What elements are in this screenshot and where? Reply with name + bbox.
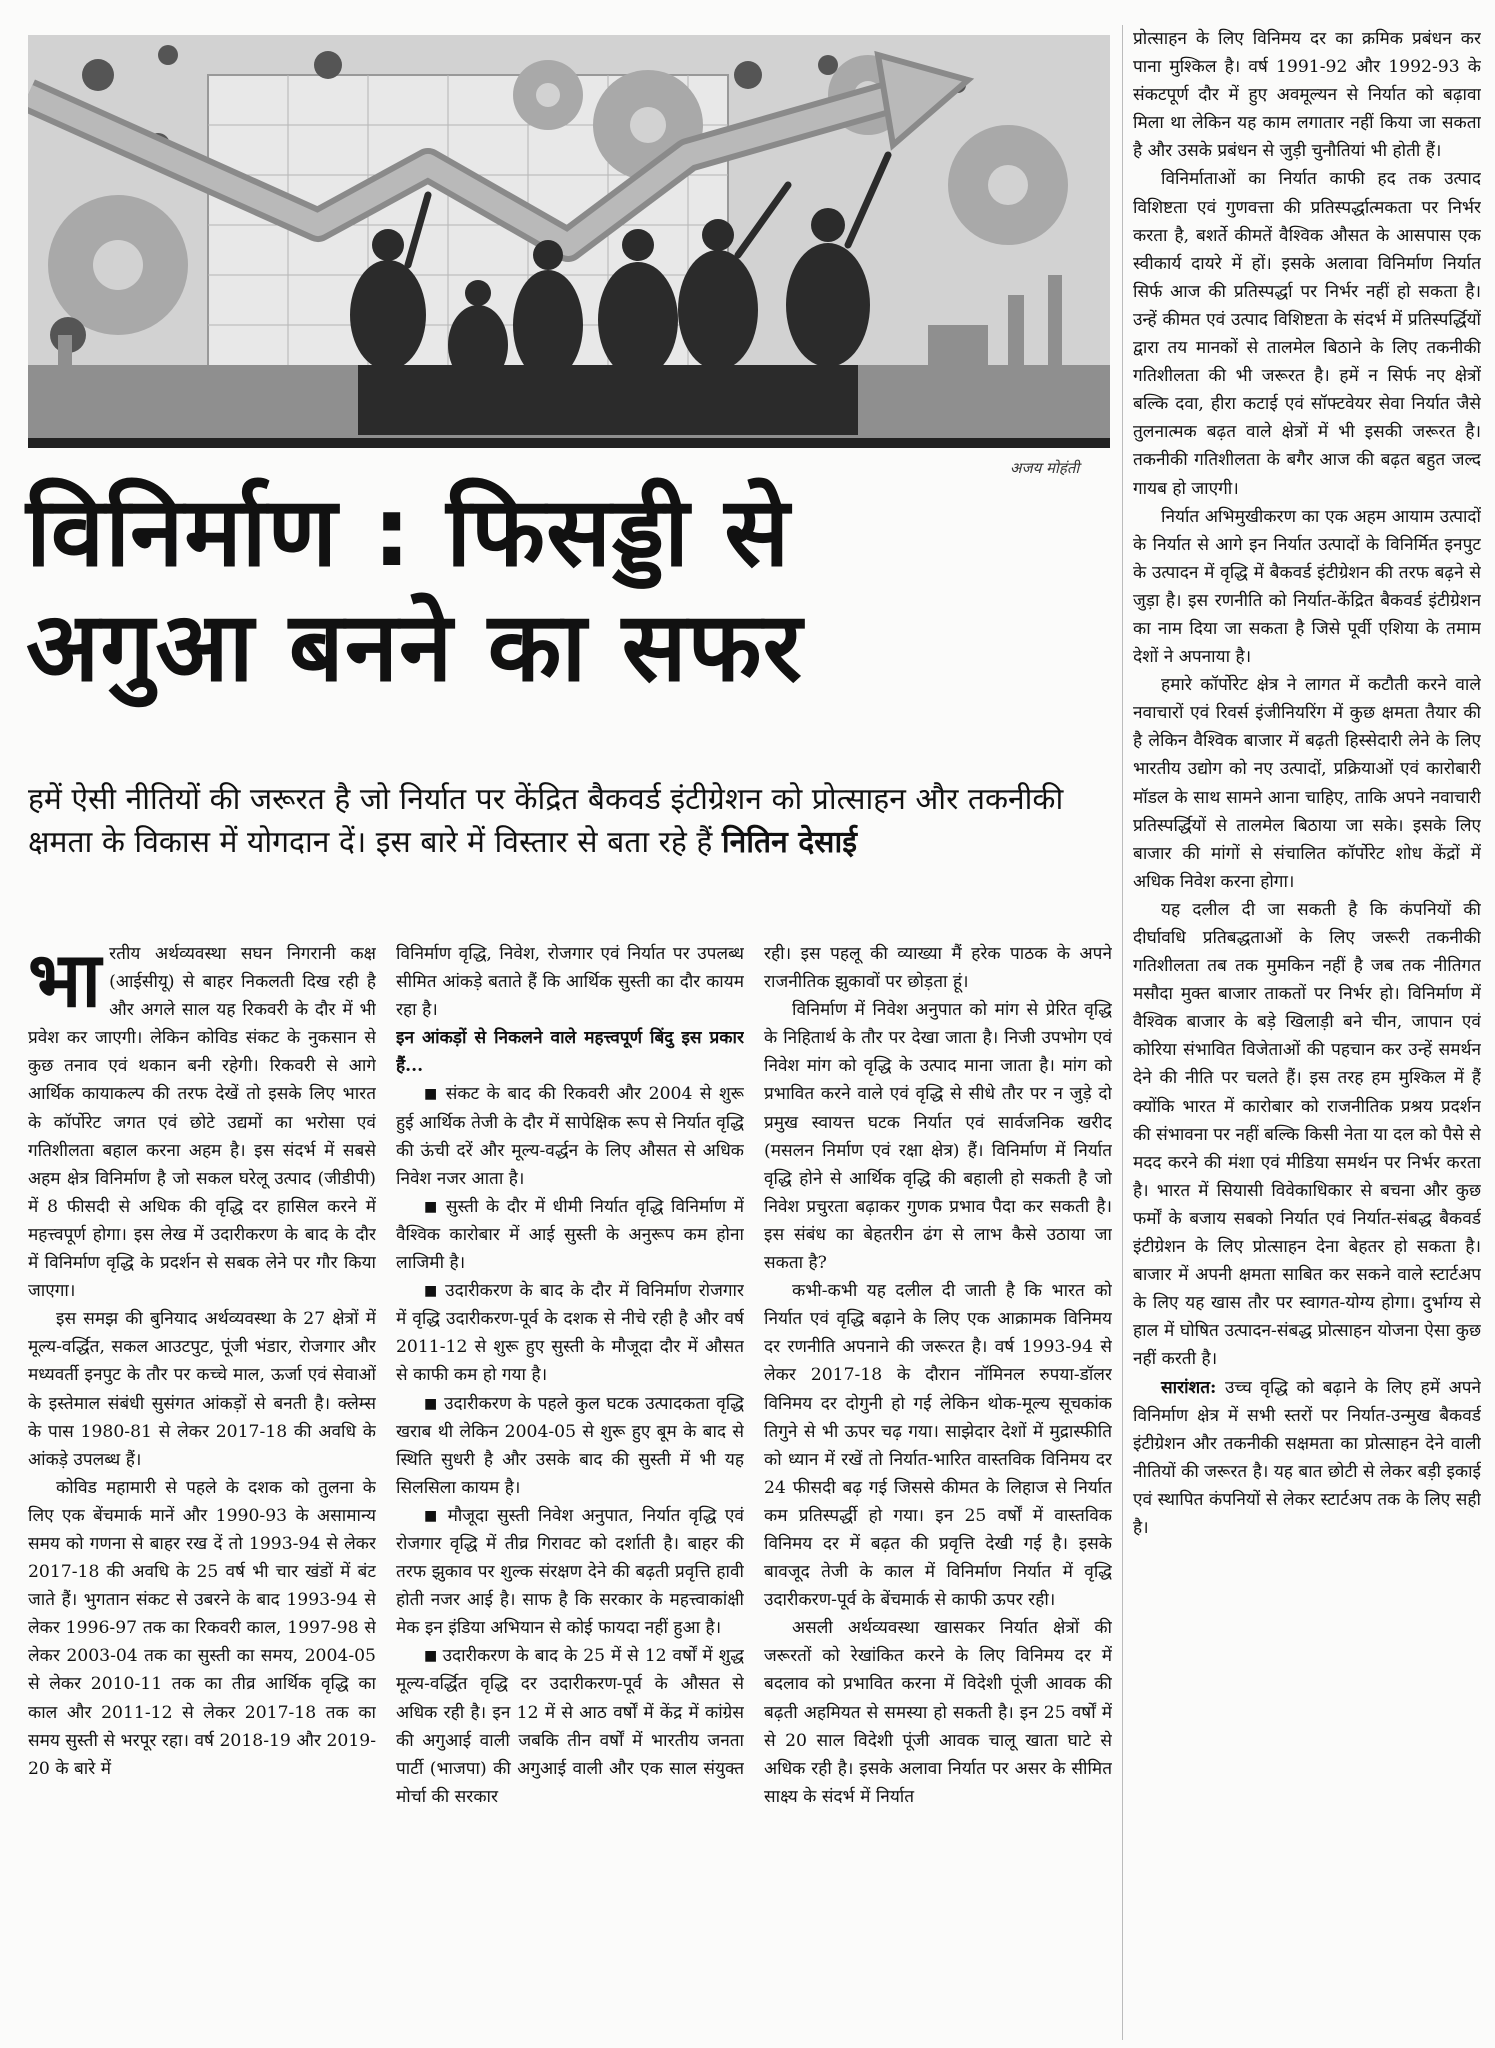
bullet-icon: ■ [424, 1086, 446, 1103]
article-paragraph: कभी-कभी यह दलील दी जाती है कि भारत को निर्यात एवं वृद्धि बढ़ाने के लिए एक आक्रामक विनिमय दर रणनीति अपनाने की जरूरत है। वर्ष 1993-94 से लेकर 2017-18 के दौरान नॉमिनल रुपया-डॉलर विनिमय दर दोगुनी हो गई लेकिन थोक-मूल्य सूचकांक तिगुने से भी ऊपर चढ़ गया। साझेदार देशों में मुद्रास्फीति को ध्यान में रखें तो निर्यात-भारित वास्तविक विनिमय दर 24 फीसदी बढ़ गई जिससे कीमत के लिहाज से निर्यात कम प्रतिस्पर्द्धी हो गया। इन 25 वर्षों में वास्तविक विनिमय दर में बढ़त की प्रवृत्ति देखी गई है। इसके बावजूद तेजी के काल में विनिर्माण निर्यात में वृद्धि उदारीकरण-पूर्व के बेंचमार्क से काफी ऊपर रही। [764, 1281, 1112, 1611]
bullet-point: ■ उदारीकरण के बाद के 25 में से 12 वर्षों में शुद्ध मूल्य-वर्द्धित वृद्धि दर उदारीकरण-पूर्व के औसत से अधिक रही है। इन 12 में से आठ वर्षों में केंद्र में कांग्रेस की अगुआई वाली जबकि तीन वर्षों में भारतीय जनता पार्टी (भाजपा) की अगुआई वाली और एक साल संयुक्त मोर्चा की सरकार [396, 1646, 744, 1807]
bullet-point: ■ संकट के बाद की रिकवरी और 2004 से शुरू हुई आर्थिक तेजी के दौर में सापेक्षिक रूप से निर्यात वृद्धि की ऊंची दरें और मूल्य-वर्द्धन के लिए औसत से अधिक निवेश नजर आता है। [396, 1084, 744, 1189]
bullet-icon: ■ [424, 1648, 443, 1665]
section-subhead: इन आंकड़ों से निकलने वाले महत्त्वपूर्ण बिंदु इस प्रकार हैं... [396, 1028, 744, 1077]
article-paragraph: प्रोत्साहन के लिए विनिमय दर का क्रमिक प्रबंधन कर पाना मुश्किल है। वर्ष 1991-92 और 1992-93 के संकटपूर्ण दौर में हुए अवमूल्यन से निर्यात को बढ़ावा मिला था लेकिन यह काम लगातार नहीं किया जा सकता है और उसके प्रबंधन से जुड़ी चुनौतियां भी होती हैं। [1133, 29, 1481, 162]
bullet-icon: ■ [424, 1395, 445, 1412]
article-column-2 [396, 940, 744, 2040]
headline-line-2: अगुआ बनने का सफर [26, 591, 803, 703]
article-paragraph: निर्यात अभिमुखीकरण का एक अहम आयाम उत्पादों के निर्यात से आगे इन निर्यात उत्पादों के विनिर्मित इनपुट के उत्पादन में वृद्धि में बैकवर्ड इंटीग्रेशन की तरफ बढ़ने से जुड़ा है। इस रणनीति को निर्यात-केंद्रित बैकवर्ड इंटीग्रेशन का नाम दिया जा सकता है जिसे पूर्वी एशिया के तमाम देशों ने अपनाया है। [1133, 506, 1481, 668]
article-column-4 [1133, 25, 1481, 2045]
article-paragraph: यह दलील दी जा सकती है कि कंपनियों की दीर्घावधि प्रतिबद्धताओं के लिए जरूरी तकनीकी गतिशीलता तब तक मुमकिन नहीं है जब तक नीतिगत मसौदा मुक्त बाजार ताकतों पर निर्भर हो। विनिर्माण में वैश्विक बाजार के बड़े खिलाड़ी बने चीन, जापान एवं कोरिया संभावित विजेताओं की पहचान कर उन्हें समर्थन देने की नीति पर चलते हैं। इस तरह हम मुश्किल में हैं क्योंकि भारत में कारोबार को राजनीतिक प्रश्रय प्रदर्शन की संभावना पर नहीं बल्कि किसी नेता या दल को पैसे से मदद करने की मंशा एवं मीडिया समर्थन पर निर्भर करता है। भारत में सियासी विवेकाधिकार से बचना और कुछ फर्मों के बजाय सबको निर्यात एवं निर्यात-संबद्ध बैकवर्ड इंटीग्रेशन के लिए प्रोत्साहन देना बेहतर हो सकता है। बाजार में अपनी क्षमता साबित कर सकने वाले स्टार्टअप के लिए यह खास तौर पर स्वागत-योग्य होगा। दुर्भाग्य से हाल में घोषित उत्पादन-संबद्ध प्रोत्साहन योजना ऐसा कुछ नहीं करती है। [1133, 899, 1481, 1370]
bullet-icon: ■ [424, 1283, 446, 1300]
article-paragraph: विनिर्माण वृद्धि, निवेश, रोजगार एवं निर्यात पर उपलब्ध सीमित आंकड़े बताते हैं कि आर्थिक सुस्ती का दौर कायम रहा है। [396, 944, 744, 1021]
bullet-point: ■ मौजूदा सुस्ती निवेश अनुपात, निर्यात वृद्धि एवं रोजगार वृद्धि में तीव्र गिरावट को दर्शाती है। बाहर की तरफ झुकाव पर शुल्क संरक्षण देने की बढ़ती प्रवृत्ति हावी होती नजर आई है। साफ है कि सरकार के महत्त्वाकांक्षी मेक इन इंडिया अभियान से कोई फायदा नहीं हुआ है। [396, 1505, 744, 1639]
article-illustration [28, 35, 1110, 448]
article-column-3 [764, 940, 1112, 2040]
article-paragraph: हमारे कॉर्पोरेट क्षेत्र ने लागत में कटौती करने वाले नवाचारों एवं रिवर्स इंजीनियरिंग में कुछ क्षमता तैयार की है लेकिन वैश्विक बाजार में बढ़ती हिस्सेदारी लेने के लिए भारतीय उद्योग को नए उत्पादों, प्रक्रियाओं एवं कारोबारी मॉडल के साथ सामने आना चाहिए, ताकि अपने नवाचारी प्रतिस्पर्द्धियों से तालमेल बिठाया जा सके। इसके लिए बाजार की मांगों से संचालित कॉर्पोरेट शोध केंद्रों में अधिक निवेश करना होगा। [1133, 675, 1481, 892]
article-paragraph: विनिर्माताओं का निर्यात काफी हद तक उत्पाद विशिष्टता एवं गुणवत्ता की प्रतिस्पर्द्धात्मकता पर निर्भर करता है, बशर्ते कीमतें वैश्विक औसत के आसपास एक स्वीकार्य दायरे में हों। इसके अलावा विनिर्माण निर्यात सिर्फ आज की प्रतिस्पर्द्धा पर निर्भर नहीं हो सकता है। उन्हें कीमत एवं उत्पाद विशिष्टता के संदर्भ में प्रतिस्पर्द्धियों द्वारा तय मानकों से तालमेल बिठाने के लिए तकनीकी गतिशीलता की भी जरूरत है। हमें न सिर्फ नए क्षेत्रों बल्कि दवा, हीरा कटाई एवं सॉफ्टवेयर सेवा निर्यात जैसे तुलनात्मक बढ़त वाले क्षेत्रों में भी इसकी जरूरत है। तकनीकी गतिशीलता के बगैर आज की बढ़त बहुत जल्द गायब हो जाएगी। [1133, 169, 1481, 499]
article-paragraph: कोविड महामारी से पहले के दशक को तुलना के लिए एक बेंचमार्क मानें और 1990-93 के असामान्य समय को गणना से बाहर रख दें तो 1993-94 से लेकर 2017-18 की अवधि के 25 वर्ष भी चार खंडों में बंट जाते हैं। भुगतान संकट से उबरने के बाद 1993-94 से लेकर 1996-97 तक का रिकवरी काल, 1997-98 से लेकर 2003-04 तक का सुस्ती का समय, 2004-05 से लेकर 2010-11 तक का तीव्र आर्थिक वृद्धि का काल और 2011-12 से लेकर 2017-18 तक का समय सुस्ती से भरपूर रहा। वर्ष 2018-19 और 2019-20 के बारे में [28, 1477, 376, 1779]
article-dek [28, 778, 1118, 864]
summary-label: सारांशत: [1161, 1377, 1217, 1398]
dek-text: हमें ऐसी नीतियों की जरूरत है जो निर्यात पर केंद्रित बैकवर्ड इंटीग्रेशन को प्रोत्साहन और तकनीकी क्षमता के विकास में योगदान दें। इस बारे में विस्तार से बता रहे हैं [28, 782, 1064, 860]
business-growth-illustration [28, 35, 1110, 448]
bullet-icon: ■ [424, 1507, 448, 1524]
bullet-point: ■ उदारीकरण के बाद के दौर में विनिर्माण रोजगार में वृद्धि उदारीकरण-पूर्व के दशक से नीचे रही है और वर्ष 2011-12 से शुरू हुए सुस्ती के मौजूदा दौर में औसत से काफी कम हो गया है। [396, 1281, 744, 1386]
illustration-credit: अजय मोहंती [1010, 459, 1080, 477]
bullet-point: ■ उदारीकरण के पहले कुल घटक उत्पादकता वृद्धि खराब थी लेकिन 2004-05 से शुरू हुए बूम के बाद से स्थिति सुधरी है और उसके बाद की सुस्ती में भी यह सिलसिला कायम है। [396, 1393, 744, 1498]
bullet-icon: ■ [424, 1198, 446, 1215]
headline-line-1: विनिर्माण : फिसड्डी से [26, 476, 791, 588]
summary-paragraph: सारांशत: उच्च वृद्धि को बढ़ाने के लिए हमें अपने विनिर्माण क्षेत्र में सभी स्तरों पर निर्यात-उन्मुख बैकवर्ड इंटीग्रेशन और तकनीकी सक्षमता का प्रोत्साहन देने वाली नीतियों की जरूरत है। यह बात छोटी से लेकर बड़ी इकाई एवं स्थापित कंपनियों से लेकर स्टार्टअप तक के लिए सही है। [1133, 1377, 1481, 1538]
article-paragraph: इस समझ की बुनियाद अर्थव्यवस्था के 27 क्षेत्रों में मूल्य-वर्द्धित, सकल आउटपुट, पूंजी भंडार, रोजगार और मध्यवर्ती इनपुट के तौर पर कच्चे माल, ऊर्जा एवं सेवाओं के इस्तेमाल संबंधी सुसंगत आंकड़ों से बनती है। क्लेम्स के पास 1980-81 से लेकर 2017-18 की अवधि के आंकड़े उपलब्ध हैं। [28, 1309, 376, 1470]
article-paragraph: विनिर्माण में निवेश अनुपात को मांग से प्रेरित वृद्धि के निहितार्थ के तौर पर देखा जाता है। निजी उपभोग एवं निवेश मांग को वृद्धि के उत्पाद माना जाता है। मांग को प्रभावित करने वाले एवं वृद्धि से सीधे तौर पर न जुड़े दो प्रमुख स्वायत्त घटक निर्यात एवं सार्वजनिक खरीद (मसलन निर्माण एवं रक्षा क्षेत्र) हैं। विनिर्माण में निर्यात वृद्धि होने से आर्थिक वृद्धि की बहाली हो सकती है जो निवेश प्रचुरता बढ़ाकर गुणक प्रभाव पैदा कर सकती है। इस संबंध का बेहतरीन ढंग से लाभ कैसे उठाया जा सकता है? [764, 1000, 1112, 1274]
column-divider [1122, 25, 1123, 2040]
article-paragraph: असली अर्थव्यवस्था खासकर निर्यात क्षेत्रों की जरूरतों को रेखांकित करने के लिए विनिमय दर में बदलाव को प्रभावित करना में विदेशी पूंजी आवक की बढ़ती अहमियत से समस्या हो सकती है। इन 25 वर्षों में से 20 साल विदेशी पूंजी आवक चालू खाता घाटे से अधिक रही है। इसके अलावा निर्यात पर असर के सीमित साक्ष्य के संदर्भ में निर्यात [764, 1618, 1112, 1807]
drop-cap: भा [28, 940, 102, 1024]
author-name: नितिन देसाई [721, 825, 857, 860]
article-headline [26, 475, 1116, 705]
article-paragraph: भारतीय अर्थव्यवस्था सघन निगरानी कक्ष (आईसीयू) से बाहर निकलती दिख रही है और अगले साल यह रिकवरी के दौर में भी प्रवेश कर जाएगी। लेकिन कोविड संकट के नुकसान से कुछ तनाव एवं थकान बनी रहेगी। रिकवरी से आगे आर्थिक कायाकल्प की तरफ देखें तो इसके लिए भारत के कॉर्पोरेट जगत एवं छोटे उद्यमों का भरोसा एवं गतिशीलता बहाल करना अहम है। इस संदर्भ में सबसे अहम क्षेत्र विनिर्माण है जो सकल घरेलू उत्पाद (जीडीपी) में 8 फीसदी से अधिक की वृद्धि दर हासिल करने में महत्त्वपूर्ण होगा। इस लेख में उदारीकरण के बाद के दौर में विनिर्माण वृद्धि के प्रदर्शन से सबक लेने पर गौर किया जाएगा। [28, 940, 376, 1302]
article-column-1 [28, 940, 376, 2040]
bullet-point: ■ सुस्ती के दौर में धीमी निर्यात वृद्धि विनिर्माण में वैश्विक कारोबार में आई सुस्ती के अनुरूप कम होना लाजिमी है। [396, 1196, 744, 1274]
article-paragraph: रही। इस पहलू की व्याख्या मैं हरेक पाठक के अपने राजनीतिक झुकावों पर छोड़ता हूं। [764, 944, 1112, 993]
